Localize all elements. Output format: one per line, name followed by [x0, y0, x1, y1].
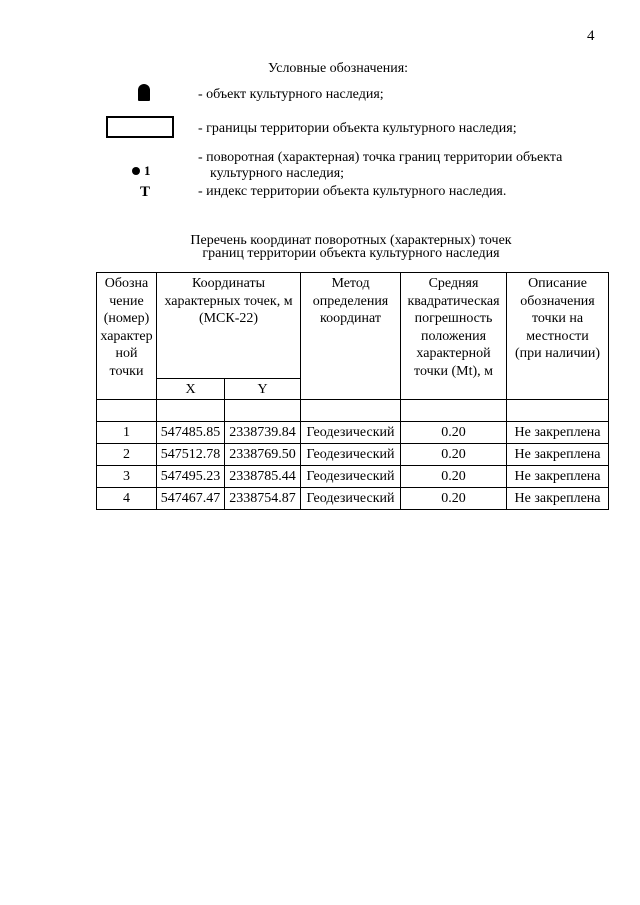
- cell-number: 1: [97, 421, 157, 443]
- cell-description: Не закреплена: [507, 465, 609, 487]
- cell-x: 547485.85: [157, 421, 225, 443]
- cell-method: Геодезический: [301, 443, 401, 465]
- cell-mt: 0.20: [401, 421, 507, 443]
- cell-description: Не закреплена: [507, 421, 609, 443]
- header-line: характерной: [416, 346, 491, 361]
- legend-item-turning-point: [198, 150, 562, 182]
- table-row: [97, 421, 609, 443]
- header-line: координат: [320, 311, 381, 326]
- cell-number: 2: [97, 443, 157, 465]
- legend-item-territory-index: - индекс территории объекта культурного наследия.: [198, 184, 507, 199]
- cell-x: 547495.23: [157, 465, 225, 487]
- legend-item-heritage-object: - объект культурного наследия;: [198, 87, 384, 102]
- header-line: Координаты: [192, 276, 265, 291]
- table-caption-line1: Перечень координат поворотных (характерных) точек: [190, 233, 512, 248]
- header-line: Средняя: [428, 276, 479, 291]
- header-line: местности: [526, 328, 589, 344]
- cell-y: 2338739.84: [225, 421, 301, 443]
- header-line: Описание: [528, 276, 587, 291]
- header-line: Обозна: [104, 276, 149, 291]
- cell-x: 547512.78: [157, 443, 225, 465]
- table-row: [97, 487, 609, 509]
- table-row: [97, 443, 609, 465]
- header-line: обозначения: [520, 293, 595, 309]
- legend-item-turning-point-line1: - поворотная (характерная) точка границ территории объекта: [198, 150, 563, 165]
- header-line: характер: [100, 328, 153, 344]
- cell-mt: 0.20: [401, 465, 507, 487]
- header-y: Y: [225, 379, 301, 400]
- legend-title: Условные обозначения:: [268, 61, 409, 76]
- header-line: ной: [115, 346, 138, 361]
- header-line: характерных точек, м: [164, 293, 293, 309]
- header-mean-error: [401, 273, 507, 400]
- page-number: 4: [587, 28, 595, 44]
- header-line: погрешность: [414, 311, 493, 326]
- header-line: (МСК-22): [198, 311, 259, 326]
- header-x: X: [157, 379, 225, 400]
- cell-y: 2338785.44: [225, 465, 301, 487]
- cell-mt: 0.20: [401, 443, 507, 465]
- header-line: чение: [109, 293, 144, 309]
- header-method: [301, 273, 401, 400]
- heritage-object-icon: [138, 84, 150, 101]
- header-line: точки: [109, 363, 144, 379]
- header-line: точки (Mt), м: [414, 363, 493, 379]
- cell-y: 2338769.50: [225, 443, 301, 465]
- legend-item-turning-point-line2: культурного наследия;: [210, 166, 345, 181]
- cell-number: 3: [97, 465, 157, 487]
- header-separator-row: [97, 399, 609, 421]
- table-caption-line2: границ территории объекта культурного наследия: [202, 246, 500, 261]
- cell-number: 4: [97, 487, 157, 509]
- header-line: точки на: [531, 311, 584, 326]
- header-coordinates: [157, 273, 301, 379]
- cell-mt: 0.20: [401, 487, 507, 509]
- header-line: квадратическая: [407, 293, 500, 309]
- cell-description: Не закреплена: [507, 443, 609, 465]
- header-designation: [97, 273, 157, 400]
- cell-x: 547467.47: [157, 487, 225, 509]
- header-line: Метод: [331, 276, 370, 291]
- territory-index-icon: Т: [140, 184, 151, 200]
- header-line: (номер): [103, 311, 150, 326]
- territory-border-icon: [106, 116, 174, 138]
- legend-item-territory-border: - границы территории объекта культурного наследия;: [198, 121, 517, 136]
- header-line: положения: [420, 328, 487, 344]
- cell-method: Геодезический: [301, 465, 401, 487]
- turning-point-number: 1: [144, 163, 151, 178]
- header-line: (при наличии): [514, 346, 601, 361]
- coordinates-table: [96, 272, 609, 510]
- cell-description: Не закреплена: [507, 487, 609, 509]
- turning-point-icon: [132, 167, 140, 175]
- header-description: [507, 273, 609, 400]
- coordinates-table-body: [97, 421, 609, 509]
- cell-method: Геодезический: [301, 421, 401, 443]
- table-row: [97, 465, 609, 487]
- header-line: определения: [312, 293, 389, 309]
- cell-y: 2338754.87: [225, 487, 301, 509]
- cell-method: Геодезический: [301, 487, 401, 509]
